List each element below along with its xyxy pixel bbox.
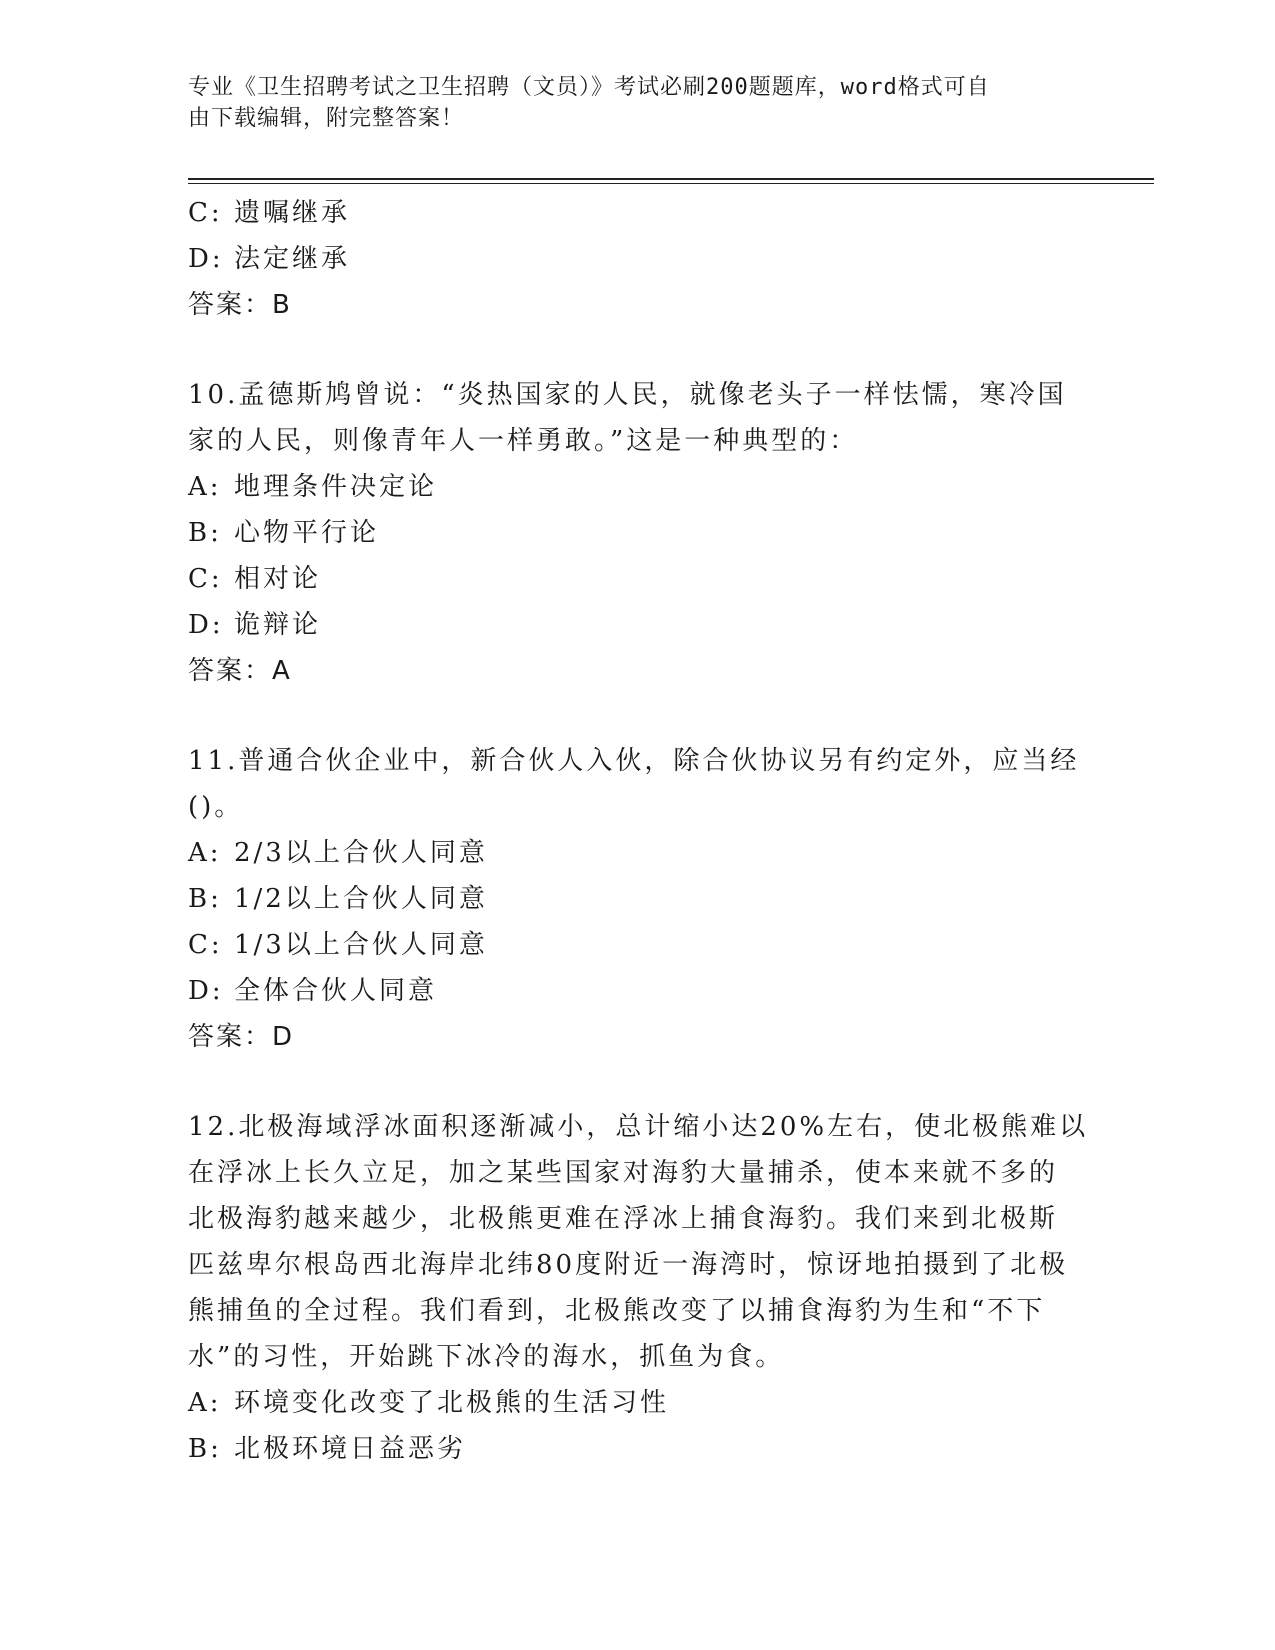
option-d: [188, 602, 1088, 648]
option-key: C:: [188, 564, 223, 594]
option-text: 心物平行论: [234, 518, 380, 548]
option-c: [188, 556, 1088, 602]
answer-line: 答案：A: [188, 656, 292, 686]
answer-line: 答案：D: [188, 1022, 295, 1052]
question-10: [188, 372, 1088, 694]
question-stem-line: 家的人民，则像青年人一样勇敢。”这是一种典型的：: [188, 426, 859, 456]
option-key: B:: [188, 1434, 222, 1464]
option-key: A:: [188, 1388, 222, 1418]
question-stem-line: 10.孟德斯鸠曾说：“炎热国家的人民，就像老头子一样怯懦，寒冷国: [188, 380, 1067, 410]
header-rule-thin: [188, 183, 1154, 184]
option-text: 北极环境日益恶劣: [234, 1434, 467, 1464]
option-key: D:: [188, 976, 224, 1006]
option-b: [188, 510, 1088, 556]
option-text: 2/3以上合伙人同意: [234, 838, 488, 868]
option-text: 法定继承: [234, 244, 351, 274]
option-key: B:: [188, 518, 222, 548]
option-text: 地理条件决定论: [234, 472, 438, 502]
question-stem-line: 12.北极海域浮冰面积逐渐减小，总计缩小达20%左右，使北极熊难以: [188, 1112, 1089, 1142]
option-key: A:: [188, 472, 222, 502]
option-a: [188, 464, 1088, 510]
question-stem-line: 在浮冰上长久立足，加之某些国家对海豹大量捕杀，使本来就不多的: [188, 1158, 1059, 1188]
question-11: [188, 738, 1088, 1060]
option-key: C:: [188, 198, 223, 228]
option-key: D:: [188, 610, 224, 640]
option-text: 相对论: [234, 564, 322, 594]
option-a: [188, 1380, 1088, 1426]
page-header: [188, 72, 1068, 134]
option-c: [188, 922, 1088, 968]
prev-question-block: [188, 190, 1088, 328]
option-a: [188, 830, 1088, 876]
option-key: D:: [188, 244, 224, 274]
option-text: 1/2以上合伙人同意: [234, 884, 488, 914]
option-text: 1/3以上合伙人同意: [234, 930, 488, 960]
question-stem-line: ()。: [188, 792, 244, 822]
option-text: 诡辩论: [234, 610, 322, 640]
option-key: B:: [188, 884, 222, 914]
option-key: A:: [188, 838, 222, 868]
question-12: [188, 1104, 1088, 1472]
header-rule-thick: [188, 178, 1154, 180]
option-d: [188, 968, 1088, 1014]
option-text: 全体合伙人同意: [234, 976, 438, 1006]
question-stem-line: 北极海豹越来越少，北极熊更难在浮冰上捕食海豹。我们来到北极斯: [188, 1204, 1059, 1234]
question-stem-line: 11.普通合伙企业中，新合伙人入伙，除合伙协议另有约定外，应当经: [188, 746, 1080, 776]
option-b: [188, 876, 1088, 922]
option-text: 环境变化改变了北极熊的生活习性: [234, 1388, 670, 1418]
question-stem-line: 匹兹卑尔根岛西北海岸北纬80度附近一海湾时，惊讶地拍摄到了北极: [188, 1250, 1069, 1280]
option-text: 遗嘱继承: [234, 198, 351, 228]
option-key: C:: [188, 930, 223, 960]
question-stem-line: 水”的习性，开始跳下冰冷的海水，抓鱼为食。: [188, 1342, 785, 1372]
option-b: [188, 1426, 1088, 1472]
answer-line: 答案：B: [188, 290, 292, 320]
option-c: [188, 190, 1088, 236]
question-stem-line: 熊捕鱼的全过程。我们看到，北极熊改变了以捕食海豹为生和“不下: [188, 1296, 1046, 1326]
question-content: [188, 190, 1088, 1472]
header-line-1: 专业《卫生招聘考试之卫生招聘（文员）》考试必刷200题题库，word格式可自: [188, 75, 990, 100]
header-line-2: 由下载编辑，附完整答案！: [188, 106, 465, 131]
option-d: [188, 236, 1088, 282]
